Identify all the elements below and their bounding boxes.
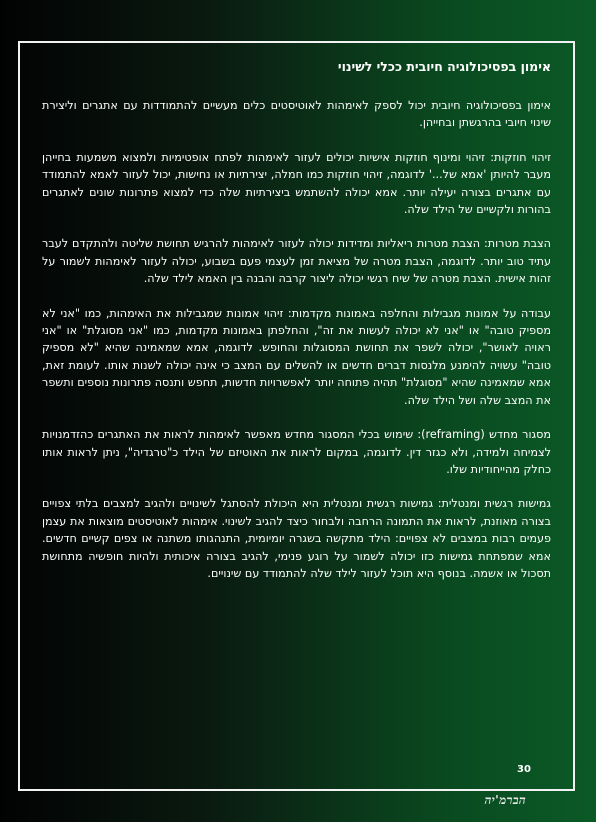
paragraph-beliefs: עבודה על אמונות מגבילות והחלפה באמונות מקדמות: זיהוי אמונות שמגבילות את האימהות, כמו "אני לא מספיק טובה" או "אני לא יכולה לעשות את זה", והחלפתן באמונות מקדמות, כמו "אני מסוגלת" או "אני ראויה לאושר", יכולה לשפר את תחושת המסוגלות והחופש. לדוגמה, אמא שמאמינה שהיא "לא מספיק טובה" עשויה להימנע מלנסות דברים חדשים או להשלים עם המצב כי אינה יכולה לשנות אותו. לעומת זאת, אמא שמאמינה שהיא "מסוגלת" תהיה פתוחה יותר לאפשרויות חדשות, תחפש ותנסה פתרונות נוספים ותשפר את המצב שלה ושל הילד שלה. bbox=[42, 306, 551, 407]
paragraph-flexibility: גמישות רגשית ומנטלית: גמישות רגשית ומנטלית היא היכולת להסתגל לשינויים ולהגיב למצבים בלתי צפויים בצורה מאוזנת, לראות את התמונה הרחבה ולבחור כיצד להגיב לשינוי. אימהות לאוטיסטים מוצאות את עצמן פעמים רבות במצבים לא צפויים: הילד מתקשה בשגרה יומיומית, התנהגותו משתנה או צפים קשיים חדשים. אמא שמפתחת גמישות כזו יכולה לשמור על רוגע פנימי, להגיב בצורה איכותית ולהיות חופשיה מתחושת תסכול או אשמה. בנוסף היא תוכל לעזור לילד שלה להתמודד עם שינויים. bbox=[42, 497, 551, 580]
page-frame bbox=[18, 41, 575, 791]
page-number: 30 bbox=[517, 764, 531, 775]
paragraph-goals: הצבת מטרות: הצבת מטרות ריאליות ומדידות יכולה לעזור לאימהות להרגיש תחושת שליטה ולהתקדם לעבר עתיד טוב יותר. לדוגמה, הצבת מטרה של מציאת זמן לעצמי פעם בשבוע, יכולה לעזור לאימהות לשמור על זהות אישית. הצבת מטרה של שיח רגשי יכולה ליצור קרבה והבנה בין האמא לילד שלה. bbox=[42, 237, 551, 286]
paragraph-reframing: מסגור מחדש (reframing): שימוש בכלי המסגור מחדש מאפשר לאימהות לראות את האתגרים כהזדמנויות לצמיחה ולמידה, ולא כגזר דין. לדוגמה, במקום לראות את האוטיזם של הילד כ"טרגדיה", ניתן לראות אותו כחלק מהייחודיות שלו. bbox=[42, 428, 551, 476]
paragraph-strengths: זיהוי חוזקות: זיהוי ומינוף חוזקות אישיות יכולים לעזור לאימהות לפתח אופטימיות ולמצוא משמעות בחייהן מעבר להיותן 'אמא של...' לדוגמה, זיהוי חוזקות כמו חמלה, יצירתיות או נחישות, יכול לעזור לאמא להתמודד עם אתגרים בצורה יעילה יותר. אמא יכולה להשתמש ביצירתיות שלה כדי למצוא פתרונות שונים לאתגרים בהורות ולקשיים של הילד שלה. bbox=[42, 150, 551, 217]
article-body bbox=[42, 59, 551, 582]
article-title: אימון בפסיכולוגיה חיובית ככלי לשינוי bbox=[337, 59, 551, 74]
paragraph-intro: אימון בפסיכולוגיה חיובית יכול לספק לאימהות לאוטיסטים כלים מעשיים להתמודדות עם אתגרים וליצירת שינוי חיובי בהרגשתן ובחייהן. bbox=[42, 99, 551, 130]
brand-logo-text: הברמ'יה bbox=[484, 793, 526, 807]
